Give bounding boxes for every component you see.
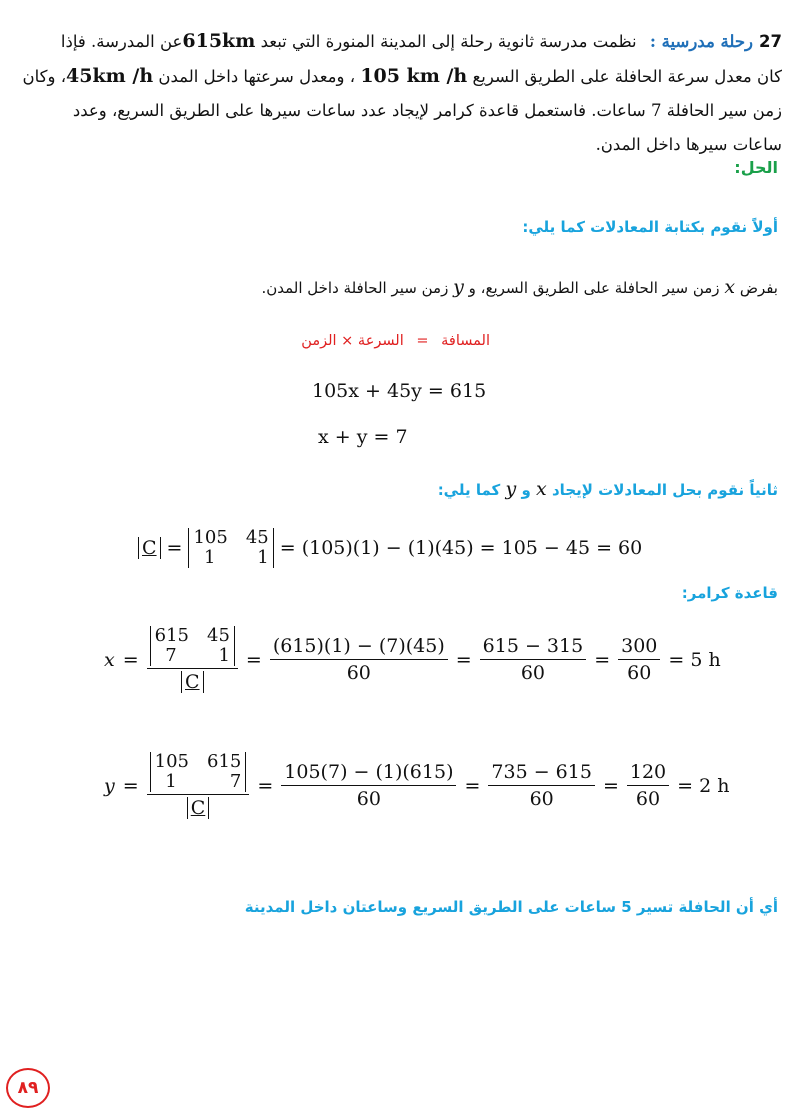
solution-label: الحل:: [734, 158, 778, 177]
matrix-c: 105 45 1 1: [188, 528, 273, 568]
distance-value: 615km: [182, 30, 256, 52]
det-c-expansion: = (105)(1) − (1)(45) = 105 − 45 = 60: [279, 537, 643, 559]
var-y: y: [453, 276, 464, 298]
problem-line-3: زمن سير الحافلة 7 ساعات. فاستعمل قاعدة كرامر لإيجاد عدد ساعات سيرها على الطريق السريع، وعدد: [72, 101, 782, 120]
cramer-label: قاعدة كرامر:: [681, 584, 778, 602]
step1-title: أولاً نقوم بكتابة المعادلات كما يلي:: [522, 218, 778, 236]
problem-text: نظمت مدرسة ثانوية رحلة إلى المدينة المنورة التي تبعد: [260, 32, 637, 51]
problem-text: كان معدل سرعة الحافلة على الطريق السريع: [472, 67, 782, 86]
step2-title: ثانياً نقوم بحل المعادلات لإيجاد x و y كما يلي:: [437, 478, 778, 500]
page-number: ٨٩: [17, 1078, 39, 1098]
problem-text: عن المدرسة. فإذا: [60, 32, 183, 51]
conclusion: أي أن الحافلة تسير 5 ساعات على الطريق السريع وساعتان داخل المدينة: [244, 898, 778, 916]
page-number-badge: [6, 1068, 50, 1108]
problem-title: رحلة مدرسية :: [649, 32, 754, 51]
y-cramer-fraction: 105 615 1 7 C: [147, 752, 250, 819]
problem-line-2: [12, 59, 782, 94]
city-speed: 45km /h: [66, 65, 154, 87]
assumption-line: بفرض x زمن سير الحافلة على الطريق السريع، و y زمن سير الحافلة داخل المدن.: [261, 276, 778, 298]
y-solution: y = 105 615 1 7 C = $\frac{105(7) - (1)(615)}{60}$ = $\frac{735 - 615}{60}$ = $\frac{120}{60}$ = 2 h: [104, 751, 730, 819]
problem-text: ، وكان: [22, 67, 67, 86]
problem-text: ، ومعدل سرعتها داخل المدن: [158, 67, 356, 86]
equation-2: x + y = 7: [318, 426, 408, 448]
x-solution: x = 615 45 7 1 C = $\frac{(615)(1) - (7)(45)}{60}$ = $\frac{615 - 315}{60}$ = $\frac{300}{60}$ = 5 h: [104, 625, 721, 693]
distance-formula: المسافة = السرعة × الزمن: [301, 333, 490, 349]
highway-speed: 105 km /h: [360, 65, 468, 87]
problem-number: 27: [759, 32, 782, 51]
x-result: = 5 h: [668, 648, 721, 671]
det-c-symbol: C: [138, 537, 161, 559]
problem-statement: [12, 24, 782, 162]
y-result: = 2 h: [677, 774, 730, 797]
det-c-line: C = 105 45 1 1 = (105)(1) − (1)(45) = 105 − 45 = 60: [138, 528, 642, 568]
x-cramer-fraction: 615 45 7 1 C: [147, 626, 238, 693]
problem-line-4: ساعات سيرها داخل المدن.: [595, 135, 782, 154]
problem-line-1: [12, 24, 782, 59]
equation-1: 105x + 45y = 615: [312, 380, 487, 402]
var-x: x: [724, 276, 736, 298]
